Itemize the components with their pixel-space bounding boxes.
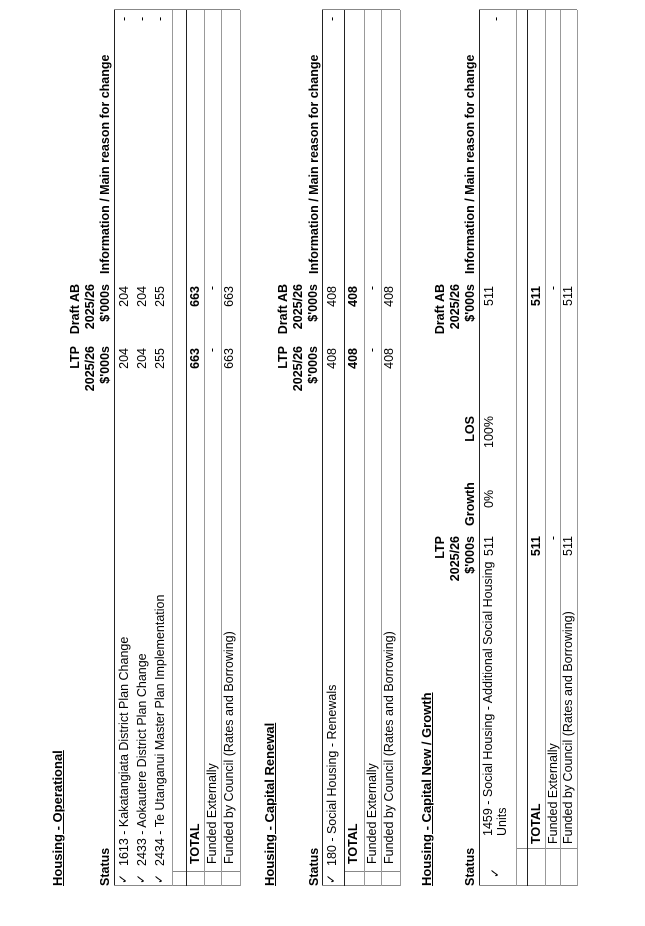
row-rule xyxy=(172,10,173,886)
left-border xyxy=(322,885,400,886)
row-info: - xyxy=(153,16,167,21)
funded-council-ltp: 511 xyxy=(561,536,575,556)
funded-council-draft: 663 xyxy=(222,286,236,307)
total-ltp: 408 xyxy=(346,348,360,369)
row-draft: 408 xyxy=(325,286,339,307)
total-rule xyxy=(527,10,528,886)
status-header: Status xyxy=(463,847,477,886)
row-ltp: 255 xyxy=(153,348,167,369)
funded-externally-label: Funded Externally xyxy=(205,763,219,864)
ltp-header: LTP 2025/26 $'000s xyxy=(433,536,477,582)
section-title-operational: Housing - Operational xyxy=(50,750,65,886)
total-label: TOTAL xyxy=(188,823,202,864)
row-ltp: 408 xyxy=(325,348,339,369)
total-rule xyxy=(186,10,187,886)
check-icon: ✓ xyxy=(488,867,502,878)
draft-header: Draft AB 2025/26 $'000s xyxy=(68,284,112,335)
inner-border xyxy=(516,848,577,849)
total-draft: 408 xyxy=(346,286,360,307)
funded-externally-label: Funded Externally xyxy=(546,743,560,844)
funded-council-ltp: 408 xyxy=(382,348,396,369)
total-ltp: 511 xyxy=(529,536,543,557)
draft-header: Draft AB 2025/26 $'000s xyxy=(276,284,320,335)
header-rule xyxy=(322,10,323,886)
total-label: TOTAL xyxy=(529,803,543,844)
info-header: Information / Main reason for change xyxy=(307,54,321,274)
row-info: - xyxy=(135,16,149,21)
left-border xyxy=(479,885,577,886)
row-ltp: 204 xyxy=(135,348,149,369)
row-rule xyxy=(204,10,205,886)
row-info: - xyxy=(489,16,503,21)
row-draft: 255 xyxy=(153,286,167,307)
row-info: - xyxy=(117,16,131,21)
right-border xyxy=(479,9,577,10)
inner-border xyxy=(172,871,240,872)
row-ltp: 511 xyxy=(482,536,496,556)
row-label: 1613 - Kakatangiata District Plan Change xyxy=(117,636,131,866)
check-icon: ✓ xyxy=(116,873,130,884)
total-rule xyxy=(344,10,345,886)
check-icon: ✓ xyxy=(134,873,148,884)
row-rule xyxy=(364,10,365,886)
funded-council-ltp: 663 xyxy=(222,348,236,369)
check-icon: ✓ xyxy=(324,873,338,884)
funded-externally-draft: - xyxy=(205,286,219,291)
info-header: Information / Main reason for change xyxy=(463,54,477,274)
header-rule xyxy=(114,10,115,886)
status-header: Status xyxy=(307,847,321,886)
row-draft: 204 xyxy=(117,286,131,307)
funded-council-label: Funded by Council (Rates and Borrowing) xyxy=(561,611,575,844)
status-header: Status xyxy=(98,847,112,886)
row-growth: 0% xyxy=(482,489,496,508)
row-rule xyxy=(400,10,401,886)
ltp-header: LTP 2025/26 $'000s xyxy=(68,346,112,392)
funded-externally-ltp: - xyxy=(365,348,379,353)
section-title-growth: Housing - Capital New / Growth xyxy=(419,692,434,886)
row-label: 180 - Social Housing - Renewals xyxy=(325,684,339,866)
funded-externally-ltp: - xyxy=(546,536,560,541)
funded-council-label: Funded by Council (Rates and Borrowing) xyxy=(222,631,236,864)
funded-externally-draft: - xyxy=(546,286,560,291)
total-ltp: 663 xyxy=(188,348,202,369)
right-border xyxy=(322,9,400,10)
row-label: 2434 - Te Utanganui Master Plan Implementation xyxy=(153,594,167,866)
funded-externally-draft: - xyxy=(365,286,379,291)
funded-externally-label: Funded Externally xyxy=(365,763,379,864)
growth-header: Growth xyxy=(463,482,477,526)
funded-council-label: Funded by Council (Rates and Borrowing) xyxy=(382,631,396,864)
funded-council-draft: 408 xyxy=(382,286,396,307)
row-draft: 204 xyxy=(135,286,149,307)
total-label: TOTAL xyxy=(346,823,360,864)
header-rule xyxy=(479,10,480,886)
draft-header: Draft AB 2025/26 $'000s xyxy=(433,284,477,335)
row-draft: 511 xyxy=(482,286,496,306)
row-rule xyxy=(240,10,241,886)
row-rule xyxy=(516,10,517,886)
info-header: Information / Main reason for change xyxy=(98,54,112,274)
section-title-renewal: Housing - Capital Renewal xyxy=(262,722,277,886)
funded-externally-ltp: - xyxy=(205,348,219,353)
check-icon: ✓ xyxy=(152,873,166,884)
row-info: - xyxy=(325,16,339,21)
row-rule xyxy=(577,10,578,886)
inner-border xyxy=(344,871,400,872)
row-label: 1459 - Social Housing - Additional Social Housing Units xyxy=(481,561,509,836)
ltp-header: LTP 2025/26 $'000s xyxy=(276,346,320,392)
row-los: 100% xyxy=(482,416,496,448)
total-draft: 663 xyxy=(188,286,202,307)
row-label: 2433 - Aokautere District Plan Change xyxy=(135,653,149,866)
funded-council-draft: 511 xyxy=(561,286,575,306)
los-header: LOS xyxy=(463,416,477,442)
total-draft: 511 xyxy=(529,286,543,307)
row-ltp: 204 xyxy=(117,348,131,369)
